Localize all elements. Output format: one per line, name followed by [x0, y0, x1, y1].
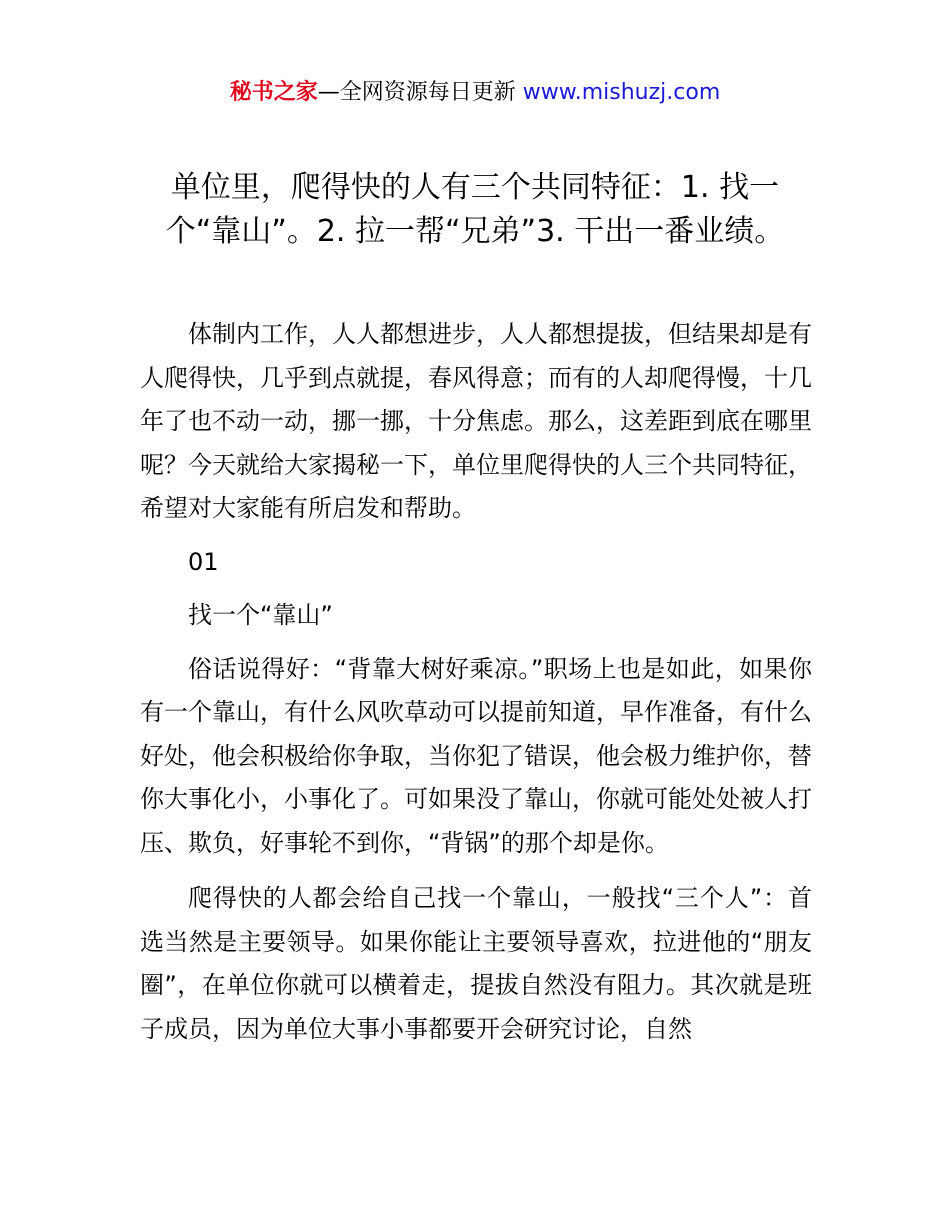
section-heading: 找一个“靠山”: [188, 601, 333, 629]
paragraph-three-people: 爬得快的人都会给自己找一个靠山，一般找“三个人”：首选当然是主要领导。如果你能让主要领导喜欢，拉进他的“朋友圈”，在单位你就可以横着走，提拔自然没有阻力。其次就是班子成员，因为单位大事小事都要开会研究讨论，自然: [140, 884, 812, 1043]
site-tagline: —全网资源每日更新: [317, 80, 516, 105]
document-title: 单位里，爬得快的人有三个共同特征：1. 找一个“靠山”。2. 拉一帮“兄弟”3. 干出一番业绩。: [165, 170, 785, 249]
site-header: [0, 76, 950, 110]
paragraph-intro: 体制内工作，人人都想进步，人人都想提拔，但结果却是有人爬得快，几乎到点就提，春风得意；而有的人却爬得慢，十几年了也不动一动，挪一挪，十分焦虑。那么，这差距到底在哪里呢？今天就给大家揭秘一下，单位里爬得快的人三个共同特征，希望对大家能有所启发和帮助。: [140, 320, 812, 522]
document-body: [140, 313, 812, 1051]
site-url-link[interactable]: www.mishuzj.com: [522, 80, 721, 105]
paragraph-proverb: 俗话说得好：“背靠大树好乘凉。”职场上也是如此，如果你有一个靠山，有什么风吹草动可以提前知道，早作准备，有什么好处，他会积极给你争取，当你犯了错误，他会极力维护你，替你大事化小，小事化了。可如果没了靠山，你就可能处处被人打压、欺负，好事轮不到你，“背锅”的那个却是你。: [140, 654, 812, 857]
site-brand: 秘书之家: [229, 80, 318, 105]
section-number: 01: [188, 547, 219, 576]
